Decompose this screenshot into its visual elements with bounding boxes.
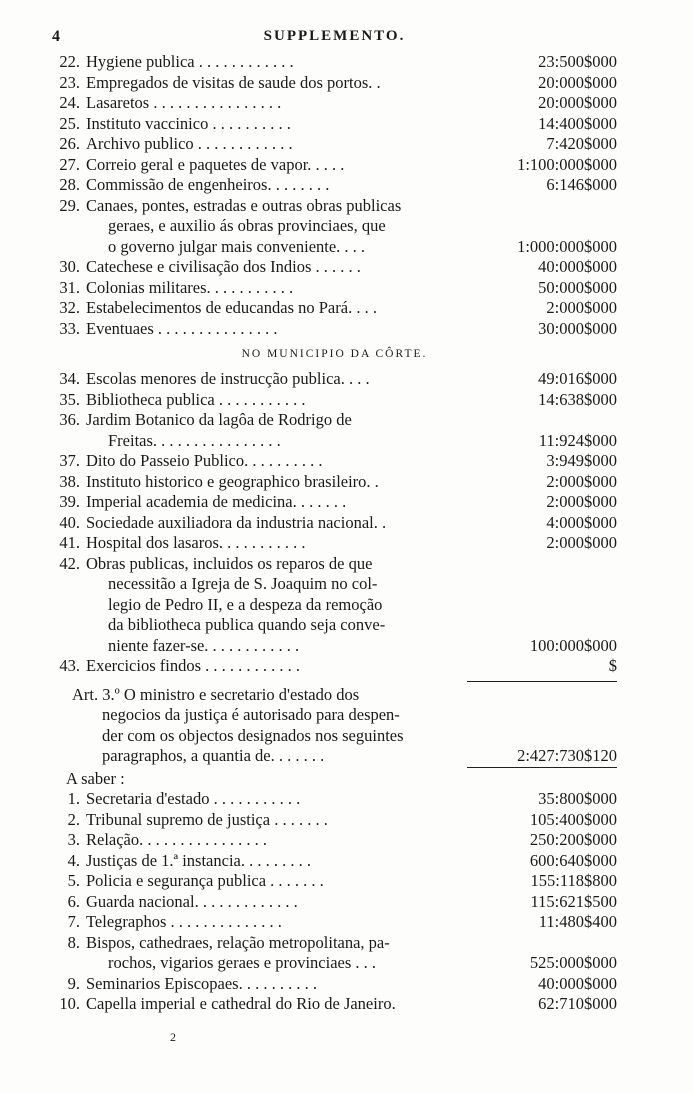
item-number: 26. bbox=[59, 134, 80, 153]
list-item bbox=[52, 155, 617, 176]
item-amount: 23:500$000 bbox=[538, 52, 617, 71]
list-item bbox=[52, 216, 617, 237]
item-amount: 1:100:000$000 bbox=[517, 154, 617, 174]
item-text: Lasaretos . . . . . . . . . . . . . . . . bbox=[86, 93, 282, 112]
running-title: SUPPLEMENTO. bbox=[263, 28, 406, 44]
item-text: Imperial academia de medicina. . . . . . . bbox=[86, 492, 347, 511]
item-number: 27. bbox=[59, 154, 80, 174]
item-number: 25. bbox=[59, 113, 80, 133]
item-text: Instituto vaccinico . . . . . . . . . . bbox=[86, 113, 291, 133]
item-amount: 62:710$000 bbox=[538, 994, 617, 1013]
list-item bbox=[52, 451, 617, 472]
item-number: 22. bbox=[59, 52, 80, 71]
item-amount: 50:000$000 bbox=[538, 277, 617, 297]
list-item bbox=[52, 912, 617, 933]
item-text: Telegraphos . . . . . . . . . . . . . . bbox=[86, 912, 282, 931]
list-item bbox=[52, 257, 617, 278]
list-item bbox=[52, 278, 617, 299]
item-amount: 49:016$000 bbox=[538, 369, 617, 388]
item-amount: 115:621$500 bbox=[530, 891, 617, 911]
item-amount: 40:000$000 bbox=[538, 257, 617, 276]
item-amount: 14:638$000 bbox=[538, 389, 617, 409]
item-number: 24. bbox=[59, 93, 80, 112]
list-item bbox=[52, 533, 617, 554]
item-text: Escolas menores de instrucção publica. . . . bbox=[86, 369, 370, 388]
list-item bbox=[52, 175, 617, 196]
list-item bbox=[52, 237, 617, 258]
item-text: Jardim Botanico da lagôa de Rodrigo de bbox=[86, 410, 352, 429]
item-amount: 11:924$000 bbox=[538, 430, 617, 450]
item-number: 32. bbox=[59, 298, 80, 317]
item-text: negocios da justiça é autorisado para despen- bbox=[102, 705, 400, 724]
item-text: Colonias militares. . . . . . . . . . . bbox=[86, 277, 294, 297]
item-number: 5. bbox=[67, 871, 80, 890]
item-amount: 250:200$000 bbox=[529, 830, 617, 849]
list-item bbox=[52, 726, 617, 747]
list-item bbox=[52, 685, 617, 706]
list-item bbox=[52, 472, 617, 493]
item-number: 37. bbox=[59, 451, 80, 470]
item-text: Instituto historico e geographico brasileiro. . bbox=[86, 471, 379, 491]
item-text: Bispos, cathedraes, relação metropolitana, pa- bbox=[86, 932, 390, 952]
item-text: Empregados de visitas de saude dos portos. . bbox=[86, 72, 381, 92]
item-number: 6. bbox=[67, 891, 80, 911]
item-amount: 2:000$000 bbox=[546, 533, 617, 552]
item-amount: 2:427:730$120 bbox=[517, 746, 617, 765]
item-text: niente fazer-se. . . . . . . . . . . . bbox=[108, 635, 300, 655]
item-number: 29. bbox=[59, 195, 80, 215]
list-item bbox=[52, 410, 617, 431]
item-text: der com os objectos designados nos seguintes bbox=[102, 725, 404, 745]
item-number: 40. bbox=[59, 512, 80, 532]
item-number: 23. bbox=[59, 72, 80, 92]
item-text: Canaes, pontes, estradas e outras obras publicas bbox=[86, 195, 402, 215]
item-amount: 6:146$000 bbox=[546, 175, 617, 194]
item-number: 8. bbox=[67, 932, 80, 952]
item-amount: 2:000$000 bbox=[546, 298, 617, 317]
item-number: 41. bbox=[59, 533, 80, 552]
list-item bbox=[52, 789, 617, 810]
item-number: 9. bbox=[67, 973, 80, 993]
item-text: Exercicios findos . . . . . . . . . . . . bbox=[86, 656, 301, 675]
divider bbox=[52, 677, 617, 685]
list-item bbox=[52, 615, 617, 636]
item-amount: 1:000:000$000 bbox=[517, 236, 617, 256]
item-number: 28. bbox=[59, 175, 80, 194]
item-number: 42. bbox=[59, 553, 80, 573]
list-item bbox=[52, 636, 617, 657]
item-number: 30. bbox=[59, 257, 80, 276]
item-text: Catechese e civilisação dos Indios . . . . . . bbox=[86, 257, 361, 276]
list-item bbox=[52, 595, 617, 616]
item-text: necessitão a Igreja de S. Joaquim no col- bbox=[108, 574, 378, 593]
item-amount: 40:000$000 bbox=[538, 973, 617, 993]
item-amount: 600:640$000 bbox=[529, 850, 617, 870]
page-number: 4 bbox=[52, 28, 60, 45]
item-amount: 3:949$000 bbox=[546, 451, 617, 470]
footer-mark: 2 bbox=[170, 1030, 176, 1044]
list-item bbox=[52, 746, 617, 767]
item-text: Freitas. . . . . . . . . . . . . . . . bbox=[108, 430, 281, 450]
divider-rule bbox=[467, 767, 617, 768]
list-item bbox=[52, 705, 617, 726]
item-amount: 105:400$000 bbox=[529, 809, 617, 829]
list-item bbox=[52, 114, 617, 135]
item-text: Eventuaes . . . . . . . . . . . . . . . bbox=[86, 318, 278, 338]
item-number: 7. bbox=[67, 912, 80, 931]
item-number: 38. bbox=[59, 471, 80, 491]
item-text: Art. 3.º O ministro e secretario d'estado dos bbox=[72, 684, 360, 704]
list-item bbox=[52, 52, 617, 73]
list-item bbox=[52, 871, 617, 892]
item-number: 36. bbox=[59, 410, 80, 429]
item-text: Hospital dos lasaros. . . . . . . . . . . bbox=[86, 533, 306, 552]
list-item bbox=[52, 933, 617, 954]
item-amount: 7:420$000 bbox=[546, 134, 617, 153]
list-item bbox=[52, 93, 617, 114]
item-number: 4. bbox=[67, 850, 80, 870]
a-saber-label: A saber : bbox=[66, 768, 125, 788]
list-item bbox=[52, 134, 617, 155]
item-text: Seminarios Episcopaes. . . . . . . . . . bbox=[86, 973, 317, 993]
item-number: 39. bbox=[59, 492, 80, 511]
item-number: 1. bbox=[67, 789, 80, 808]
item-text: Correio geral e paquetes de vapor. . . . . bbox=[86, 154, 345, 174]
item-number: 31. bbox=[59, 277, 80, 297]
list-item bbox=[52, 390, 617, 411]
list-item bbox=[52, 953, 617, 974]
list-item bbox=[52, 513, 617, 534]
item-text: Bibliotheca publica . . . . . . . . . . . bbox=[86, 389, 306, 409]
item-amount: 4:000$000 bbox=[546, 512, 617, 532]
item-text: Justiças de 1.ª instancia. . . . . . . . . bbox=[86, 850, 311, 870]
item-text: Dito do Passeio Publico. . . . . . . . . . bbox=[86, 451, 323, 470]
item-amount: 525:000$000 bbox=[529, 953, 617, 972]
list-item bbox=[52, 369, 617, 390]
item-number: 33. bbox=[59, 318, 80, 338]
item-text: Hygiene publica . . . . . . . . . . . . bbox=[86, 52, 294, 71]
item-text: Capella imperial e cathedral do Rio de Janeiro. bbox=[86, 994, 396, 1013]
item-amount: 20:000$000 bbox=[538, 93, 617, 112]
item-amount: 155:118$800 bbox=[530, 871, 617, 890]
item-text: paragraphos, a quantia de. . . . . . . bbox=[102, 746, 325, 765]
page-header bbox=[52, 28, 617, 48]
item-number: 3. bbox=[67, 830, 80, 849]
divider-rule bbox=[467, 681, 617, 682]
section-heading: NO MUNICIPIO DA CÔRTE. bbox=[241, 348, 428, 360]
item-amount: 2:000$000 bbox=[546, 471, 617, 491]
item-amount: 20:000$000 bbox=[538, 72, 617, 92]
item-text: Policia e segurança publica . . . . . . . bbox=[86, 871, 324, 890]
item-text: legio de Pedro II, e a despeza da remoção bbox=[108, 594, 383, 614]
item-amount: 100:000$000 bbox=[529, 635, 617, 655]
list-item bbox=[52, 319, 617, 340]
item-text: Tribunal supremo de justiça . . . . . . . bbox=[86, 809, 328, 829]
item-text: Commissão de engenheiros. . . . . . . . bbox=[86, 175, 330, 194]
list-item bbox=[52, 892, 617, 913]
list-item bbox=[52, 656, 617, 677]
item-number: 2. bbox=[67, 809, 80, 829]
list-item bbox=[52, 554, 617, 575]
item-text: geraes, e auxilio ás obras provinciaes, que bbox=[108, 216, 386, 235]
item-amount: 2:000$000 bbox=[546, 492, 617, 511]
item-text: rochos, vigarios geraes e provinciaes . . . bbox=[108, 953, 377, 972]
item-text: Secretaria d'estado . . . . . . . . . . . bbox=[86, 789, 301, 808]
list-item bbox=[52, 196, 617, 217]
item-number: 34. bbox=[59, 369, 80, 388]
list-item bbox=[52, 830, 617, 851]
item-text: da bibliotheca publica quando seja conve- bbox=[108, 615, 386, 634]
document-body bbox=[52, 52, 617, 1015]
item-text: Obras publicas, incluidos os reparos de que bbox=[86, 553, 373, 573]
item-text: Relação. . . . . . . . . . . . . . . . bbox=[86, 830, 268, 849]
item-number: 43. bbox=[59, 656, 80, 675]
item-amount: 30:000$000 bbox=[538, 318, 617, 338]
list-item bbox=[52, 851, 617, 872]
list-item bbox=[52, 574, 617, 595]
item-text: Archivo publico . . . . . . . . . . . . bbox=[86, 134, 293, 153]
list-item bbox=[52, 974, 617, 995]
item-amount: $ bbox=[608, 656, 617, 675]
list-item bbox=[52, 73, 617, 94]
item-amount: 11:480$400 bbox=[538, 912, 617, 931]
list-item bbox=[52, 298, 617, 319]
item-number: 35. bbox=[59, 389, 80, 409]
list-item bbox=[52, 492, 617, 513]
item-text: Guarda nacional. . . . . . . . . . . . . bbox=[86, 891, 298, 911]
item-text: Sociedade auxiliadora da industria nacional. . bbox=[86, 512, 387, 532]
item-text: o governo julgar mais conveniente. . . . bbox=[108, 236, 366, 256]
list-item bbox=[52, 810, 617, 831]
list-item bbox=[52, 431, 617, 452]
item-text: Estabelecimentos de educandas no Pará. . . . bbox=[86, 298, 377, 317]
list-item bbox=[52, 994, 617, 1015]
item-amount: 35:800$000 bbox=[538, 789, 617, 808]
item-amount: 14:400$000 bbox=[538, 113, 617, 133]
item-number: 10. bbox=[59, 994, 80, 1013]
